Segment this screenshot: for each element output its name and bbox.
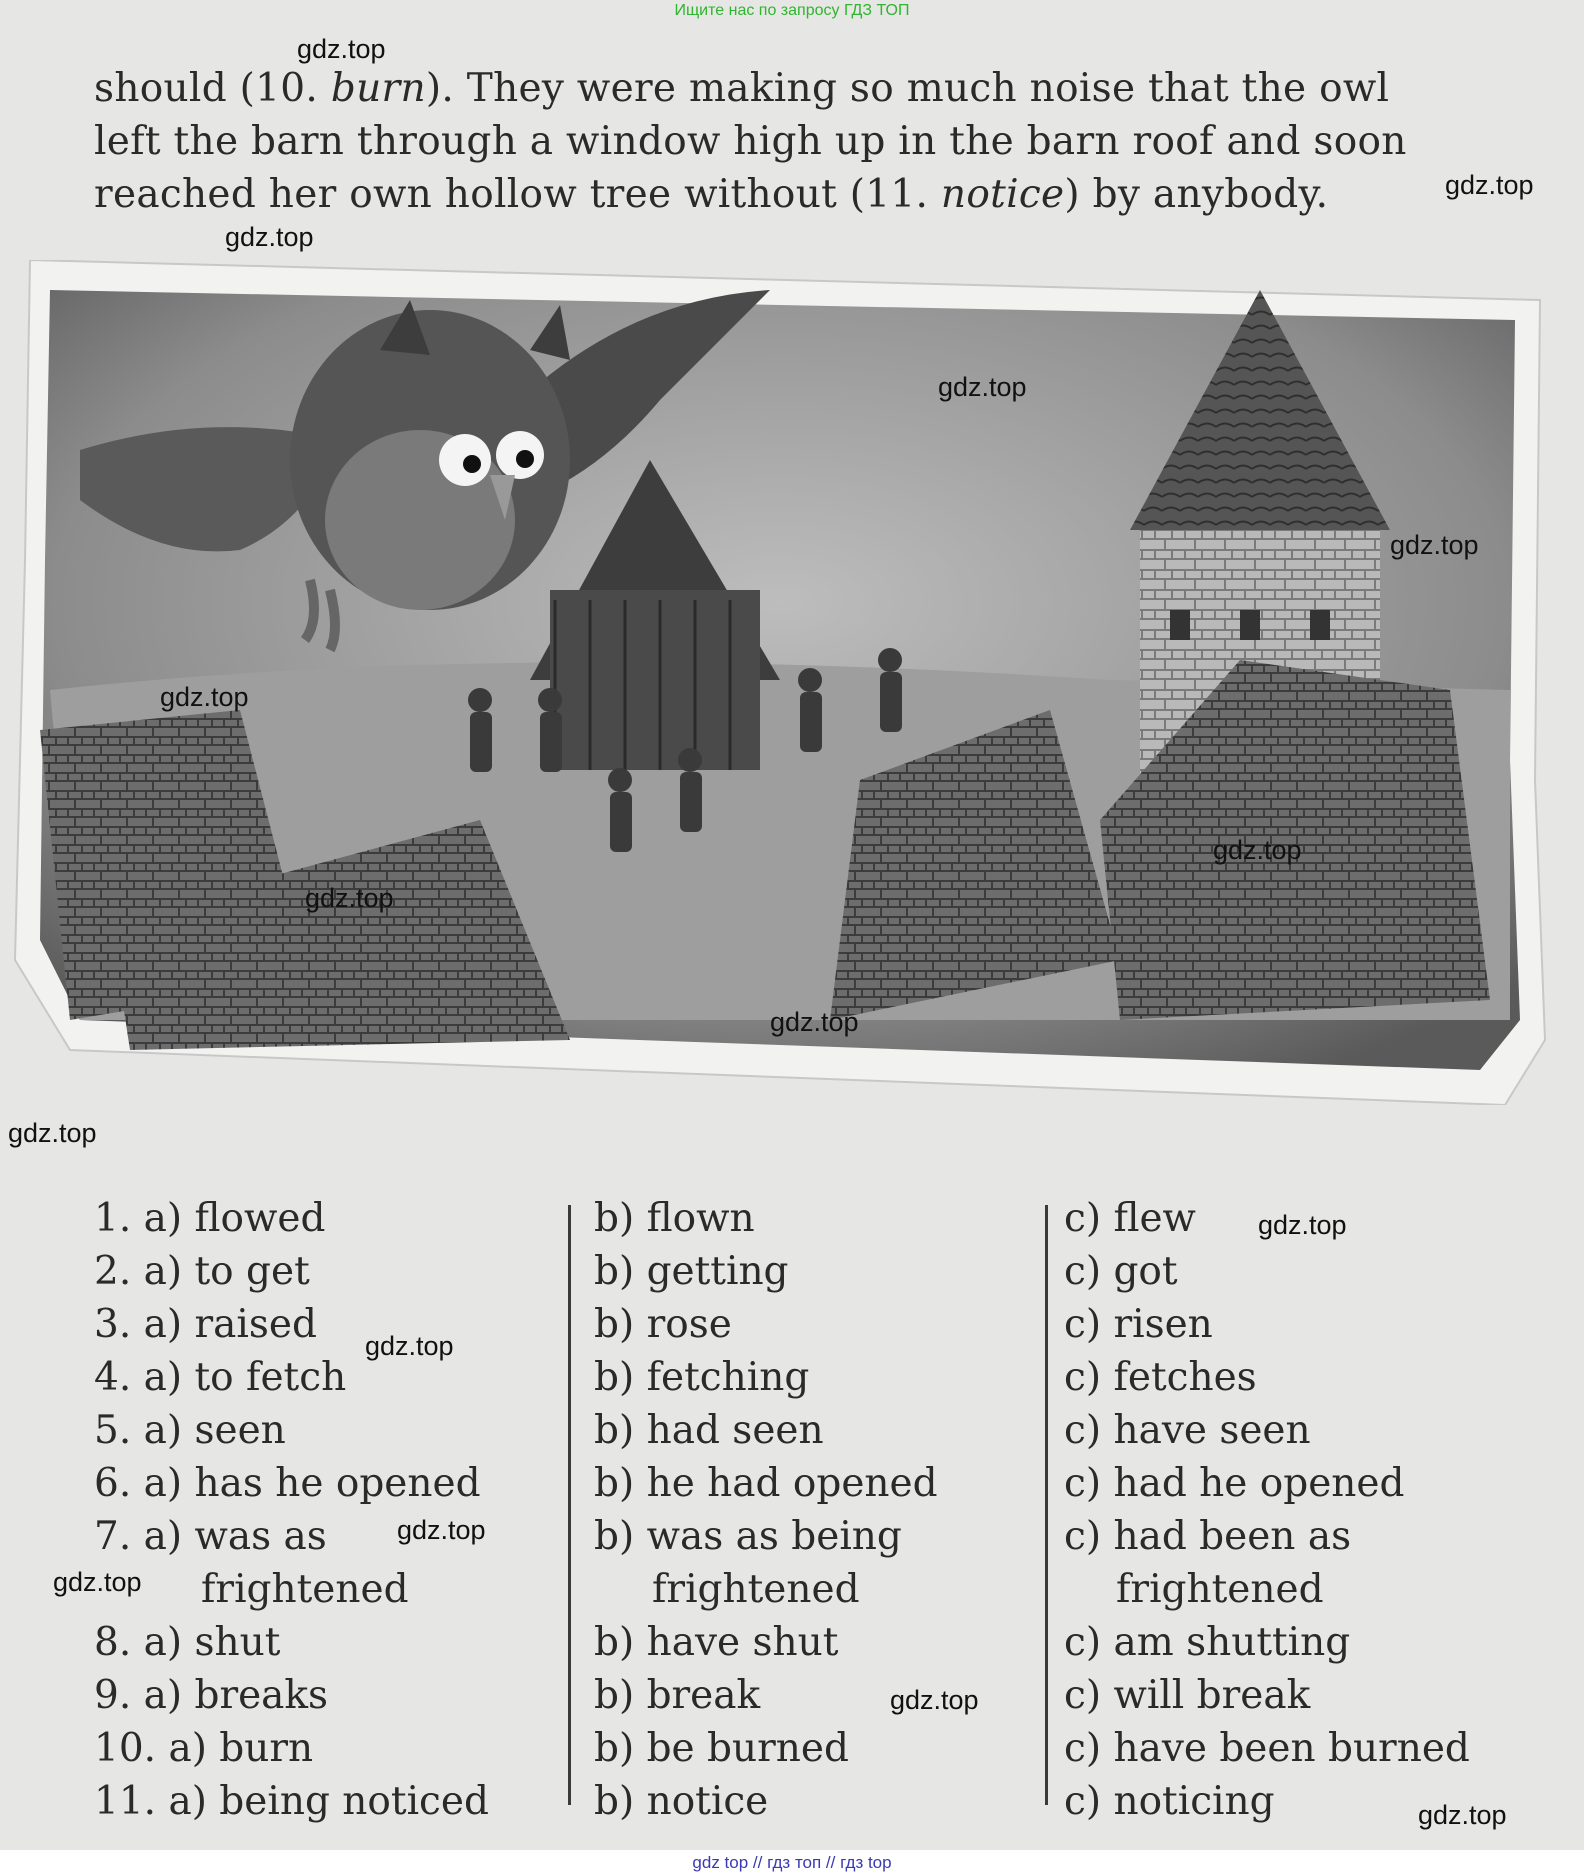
passage-line-1: should (10. burn). They were making so much noise that the owl [94,66,1390,111]
watermark: gdz.top [160,682,249,712]
option-b: b) flown [594,1196,755,1241]
option-b: b) fetching [594,1355,810,1400]
option-c: c) got [1064,1249,1178,1294]
option-a: a) being noticed [168,1779,489,1824]
option-c: c) flew [1064,1196,1196,1241]
option-b: b) was as being [594,1514,902,1559]
option-a-continued: frightened [201,1567,409,1612]
option-c: c) will break [1064,1673,1311,1718]
watermark: gdz.top [938,372,1027,402]
answer-row-4 [94,1351,1534,1404]
option-b: b) break [594,1673,761,1718]
option-c: c) am shutting [1064,1620,1351,1665]
option-a: a) to get [143,1249,310,1294]
answer-row-7-continued [94,1563,1534,1616]
option-c: c) risen [1064,1302,1213,1347]
item-number: 2. [94,1249,132,1294]
option-b: b) had seen [594,1408,824,1453]
item-number: 7. [94,1514,132,1559]
answer-row-8 [94,1616,1534,1669]
watermark: gdz.top [1213,835,1302,865]
option-b: b) notice [594,1779,769,1824]
option-c: c) have seen [1064,1408,1311,1453]
watermark: gdz.top [890,1685,979,1715]
answer-row-9 [94,1669,1534,1722]
watermark: gdz.top [53,1567,142,1597]
watermark: gdz.top [770,1007,859,1037]
item-number: 3. [94,1302,132,1347]
option-c: c) fetches [1064,1355,1257,1400]
option-a: a) flowed [143,1196,326,1241]
top-banner: Ищите нас по запросу ГДЗ ТОП [674,2,910,19]
item-number: 10. [94,1726,157,1771]
passage-line-3: reached her own hollow tree without (11. notice) by anybody. [94,172,1329,217]
watermark: gdz.top [305,883,394,913]
answer-row-2 [94,1245,1534,1298]
option-b: b) he had opened [594,1461,938,1506]
column-divider-left [568,1205,571,1805]
option-a: a) raised [143,1302,317,1347]
answer-row-6 [94,1457,1534,1510]
option-c-continued: frightened [1116,1567,1324,1612]
answer-row-5 [94,1404,1534,1457]
option-b: b) rose [594,1302,732,1347]
item-number: 8. [94,1620,132,1665]
option-c: c) noticing [1064,1779,1275,1824]
watermark: gdz.top [365,1331,454,1361]
option-c: c) have been burned [1064,1726,1470,1771]
item-number: 6. [94,1461,132,1506]
answer-options [94,1192,1534,1828]
answer-row-3 [94,1298,1534,1351]
answer-row-10 [94,1722,1534,1775]
watermark: gdz.top [8,1118,97,1148]
option-a: a) shut [143,1620,281,1665]
passage-line-2: left the barn through a window high up in the barn roof and soon [94,119,1407,164]
watermark: gdz.top [1445,170,1534,200]
answer-row-7 [94,1510,1534,1563]
answer-row-11 [94,1775,1534,1828]
item-number: 5. [94,1408,132,1453]
watermark: gdz.top [225,222,314,252]
option-a: a) seen [143,1408,286,1453]
option-a: a) burn [168,1726,314,1771]
option-c: c) had been as [1064,1514,1352,1559]
watermark: gdz.top [1418,1800,1507,1830]
watermark: gdz.top [397,1515,486,1545]
option-a: a) has he opened [143,1461,481,1506]
footer-links[interactable]: gdz top // гдз топ // гдз top [0,1850,1584,1875]
item-number: 9. [94,1673,132,1718]
watermark: gdz.top [1258,1210,1347,1240]
option-c: c) had he opened [1064,1461,1405,1506]
option-a: a) was as [143,1514,327,1559]
watermark: gdz.top [1390,530,1479,560]
passage-text [94,62,1524,221]
option-b-continued: frightened [652,1567,860,1612]
option-a: a) breaks [143,1673,329,1718]
option-b: b) be burned [594,1726,849,1771]
column-divider-right [1045,1205,1048,1805]
option-b: b) have shut [594,1620,839,1665]
item-number: 11. [94,1779,157,1824]
watermark: gdz.top [297,34,386,64]
option-b: b) getting [594,1249,789,1294]
item-number: 4. [94,1355,132,1400]
item-number: 1. [94,1196,132,1241]
option-a: a) to fetch [143,1355,347,1400]
